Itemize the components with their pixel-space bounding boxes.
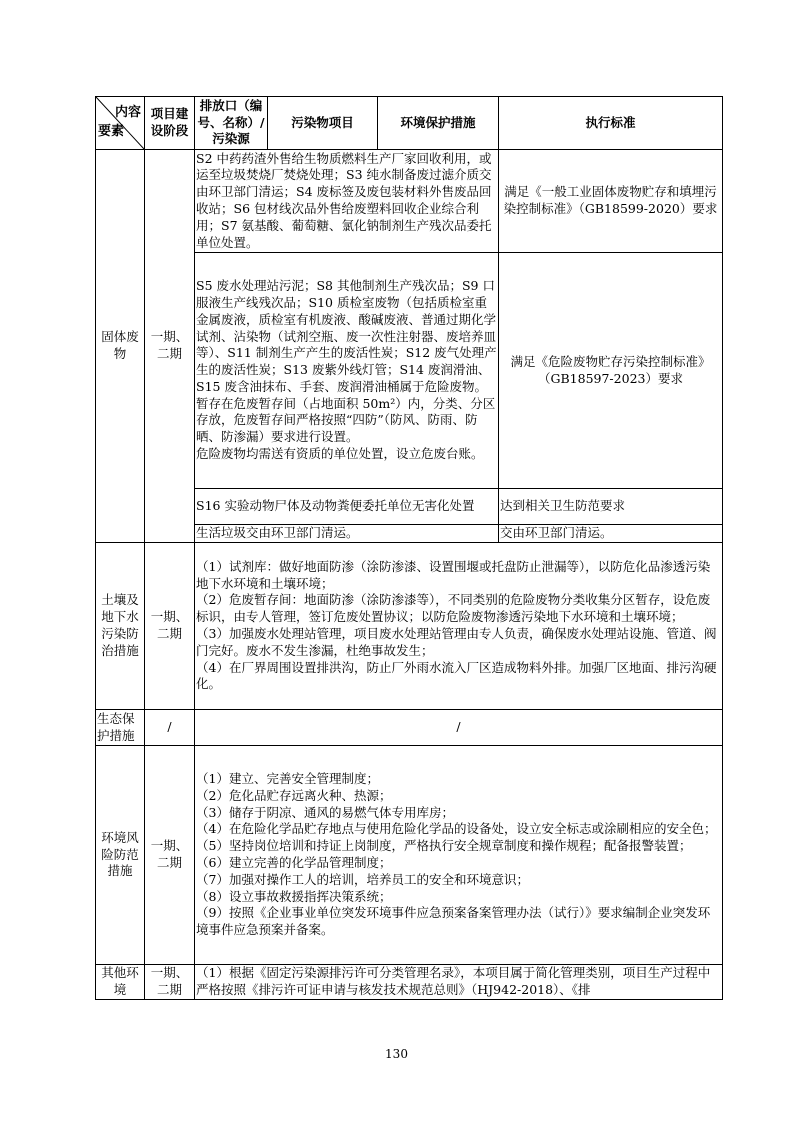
risk-item-4: （4）在危险化学品贮存地点与使用危险化学品的设备处，设立安全标志或涂刷相应的安全色； bbox=[196, 821, 717, 837]
risk-measures-cell bbox=[195, 746, 723, 965]
soil-item-3: （3）加强废水处理站管理，项目废水处理站管理由专人负责，确保废水处理站设施、管道、阀门完好。废水不发生渗漏，杜绝事故发生； bbox=[196, 626, 717, 658]
soil-stage: 一期、二期 bbox=[145, 543, 195, 710]
risk-item-5: （5）坚持岗位培训和持证上岗制度，严格执行安全规章制度和操作规程；配备报警装置； bbox=[196, 838, 692, 854]
risk-item-9: （9）按照《企业事业单位突发环境事件应急预案备案管理办法（试行）》要求编制企业突发环境事件应急预案并备案。 bbox=[196, 905, 711, 938]
soil-item-1: （1）试剂库：做好地面防渗（涂防渗漆、设置围堰或托盘防止泄漏等），以防危化品渗透污染地下水环境和土壤环境； bbox=[196, 558, 711, 591]
soil-item-4: （4）在厂界周围设置排洪沟，防止厂外雨水流入厂区造成物料外排。加强厂区地面、排污沟硬化。 bbox=[196, 659, 717, 692]
hazardous-disposal-text: 危险废物均需送有资质的单位处置，设立危废台账。 bbox=[196, 446, 484, 462]
other-row bbox=[96, 965, 723, 1000]
hazardous-waste-list: S5 废水处理站污泥；S8 其他制剂生产残次品；S9 口服液生产线残次品；S10 质检室废物（包括质检室重金属废液，质检室有机废液、酸碱废液、普通过期化学试剂、沾染物（试剂空瓶、废一次性注射器、废培养皿等）、S11 制剂生产产生的废活性炭；S12 废气处理产生的废活性炭；S13 废紫外线灯管；S14 废润滑油、S15 废含油抹布、手套、废润滑油桶属于危险废物。 bbox=[196, 278, 497, 394]
soil-item-2: （2）危废暂存间：地面防渗（涂防渗漆等），不同类别的危险废物分类收集分区暂存，设危废标识，由专人管理，签订危废处置协议；以防危险废物渗透污染地下水环境和土壤环境； bbox=[196, 592, 711, 625]
solid-waste-hazardous-standard: 满足《危险废物贮存污染控制标准》（GB18597-2023）要求 bbox=[499, 253, 723, 489]
solid-waste-stage: 一期、二期 bbox=[145, 150, 195, 543]
diag-bottom-label: 要素 bbox=[98, 124, 125, 140]
header-outlet: 排放口（编号、名称）/污染源 bbox=[195, 97, 268, 150]
other-stage: 一期、二期 bbox=[145, 965, 195, 1000]
solid-waste-domestic-text: 生活垃圾交由环卫部门清运。 bbox=[195, 525, 499, 543]
solid-waste-hazardous-cell bbox=[195, 253, 499, 489]
header-row bbox=[96, 97, 723, 150]
solid-waste-general-standard: 满足《一般工业固体废物贮存和填埋污染控制标准》（GB18599-2020）要求 bbox=[499, 150, 723, 253]
header-measure: 环境保护措施 bbox=[378, 97, 499, 150]
diag-top-label: 内容 bbox=[114, 105, 141, 120]
risk-item-7: （7）加强对操作工人的培训，培养员工的安全和环境意识； bbox=[196, 871, 529, 887]
other-content: （1）根据《固定污染源排污许可分类管理名录》，本项目属于简化管理类别，项目生产过程中严格按照《排污许可证申请与核发技术规范总则》（HJ942-2018）、《排 bbox=[195, 965, 723, 1000]
ecology-row bbox=[96, 710, 723, 746]
page-number: 130 bbox=[385, 1047, 408, 1061]
risk-item-8: （8）设立事故救援指挥决策系统； bbox=[196, 888, 392, 904]
risk-element: 环境风险防范措施 bbox=[96, 746, 145, 965]
hazardous-storage-text: 暂存在危废暂存间（占地面积 50m²）内，分类、分区存放，危废暂存间严格按照“四防”（防风、防雨、防晒、防渗漏）要求进行设置。 bbox=[196, 395, 496, 445]
risk-item-3: （3）储存于阴凉、通风的易燃气体专用库房； bbox=[196, 804, 454, 820]
environmental-measures-table bbox=[95, 96, 723, 1000]
other-element: 其他环境 bbox=[96, 965, 145, 1000]
solid-waste-element: 固体废物 bbox=[96, 150, 145, 543]
solid-waste-general-row bbox=[96, 150, 723, 253]
soil-element: 土壤及地下水污染防治措施 bbox=[96, 543, 145, 710]
soil-row bbox=[96, 543, 723, 710]
risk-stage: 一期、二期 bbox=[145, 746, 195, 965]
solid-waste-animal-standard: 达到相关卫生防范要求 bbox=[499, 489, 723, 525]
ecology-content: / bbox=[195, 710, 723, 746]
soil-measures-cell bbox=[195, 543, 723, 710]
risk-item-1: （1）建立、完善安全管理制度； bbox=[196, 771, 379, 787]
risk-row bbox=[96, 746, 723, 965]
header-stage: 项目建设阶段 bbox=[145, 97, 195, 150]
risk-item-2: （2）危化品贮存远离火种、热源； bbox=[196, 787, 392, 803]
risk-item-6: （6）建立完善的化学品管理制度； bbox=[196, 855, 392, 870]
diagonal-header-cell bbox=[96, 97, 145, 150]
header-standard: 执行标准 bbox=[499, 97, 723, 150]
solid-waste-domestic-standard: 交由环卫部门清运。 bbox=[499, 525, 723, 543]
ecology-element: 生态保护措施 bbox=[96, 710, 145, 746]
header-pollutant: 污染物项目 bbox=[268, 97, 378, 150]
solid-waste-general-text: S2 中药药渣外售给生物质燃料生产厂家回收利用，或运至垃圾焚烧厂焚烧处理；S3 纯水制备废过滤介质交由环卫部门清运；S4 废标签及废包装材料外售废品回收站；S6 包材线次品外售给废塑料回收企业综合利用；S7 氨基酸、葡萄糖、氯化钠制剂生产残次品委托单位处置。 bbox=[195, 150, 499, 253]
solid-waste-animal-text: S16 实验动物尸体及动物粪便委托单位无害化处置 bbox=[195, 489, 499, 525]
ecology-stage: / bbox=[145, 710, 195, 746]
